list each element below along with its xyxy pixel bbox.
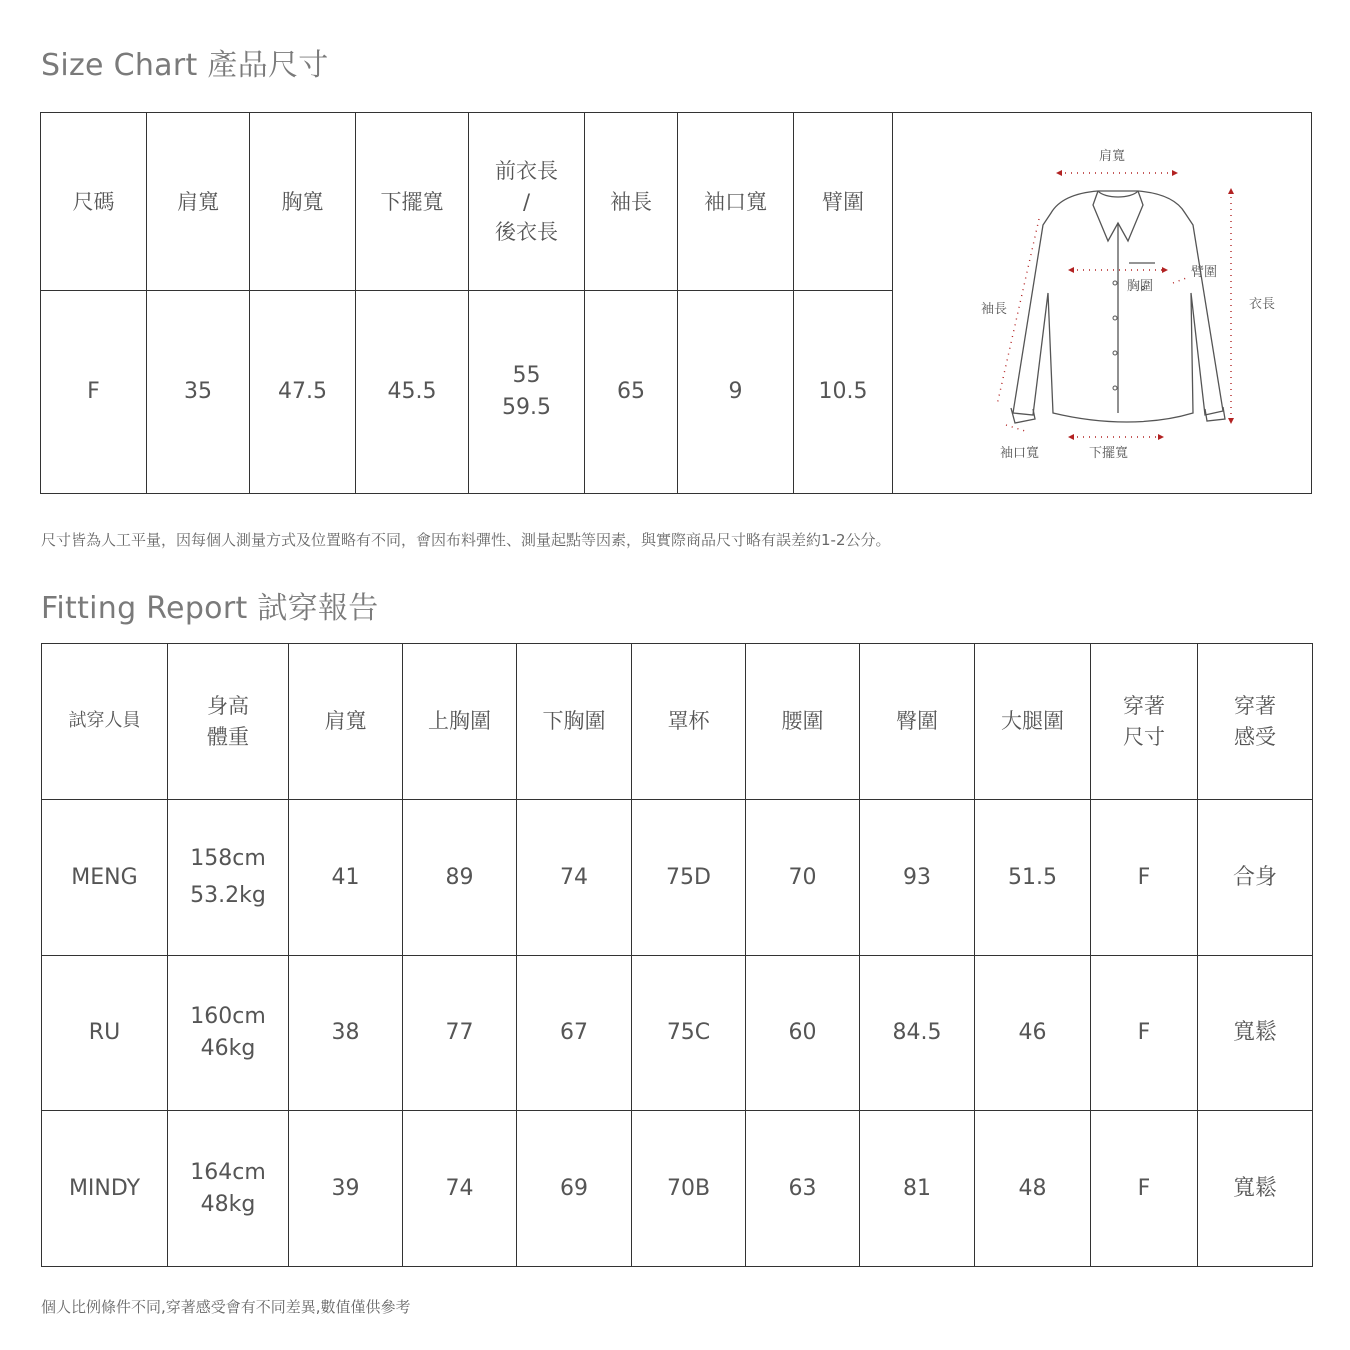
cell-hip: 81	[860, 1111, 975, 1267]
header-arm: 臂圍	[794, 113, 893, 291]
cell-tester: RU	[42, 956, 168, 1111]
cell-height-weight: 160cm 46kg	[168, 956, 289, 1111]
cell-under-bust: 74	[517, 800, 632, 956]
header-size: 尺碼	[41, 113, 147, 291]
header-feeling: 穿著 感受	[1198, 644, 1313, 800]
cell-feeling: 寬鬆	[1198, 956, 1313, 1111]
cell-height-weight: 158cm 53.2kg	[168, 800, 289, 956]
measure-arrows	[1056, 170, 1234, 440]
cell-upper-bust: 77	[403, 956, 517, 1111]
cell-cup: 75C	[632, 956, 746, 1111]
header-sleeve: 袖長	[585, 113, 678, 291]
fitting-report-table	[41, 643, 1313, 1267]
header-hip: 臀圍	[860, 644, 975, 800]
cell-under-bust: 67	[517, 956, 632, 1111]
size-chart-table	[40, 112, 1312, 494]
cell-height-weight: 164cm 48kg	[168, 1111, 289, 1267]
cell-shoulder: 35	[147, 291, 250, 494]
cell-shoulder: 38	[289, 956, 403, 1111]
cell-chest: 47.5	[250, 291, 356, 494]
cell-cup: 75D	[632, 800, 746, 956]
cell-thigh: 48	[975, 1111, 1091, 1267]
header-cup: 罩杯	[632, 644, 746, 800]
cell-shoulder: 39	[289, 1111, 403, 1267]
cell-worn-size: F	[1091, 956, 1198, 1111]
label-arm: 臂圍	[1191, 265, 1218, 280]
size-note: 尺寸皆為人工平量，因每個人測量方式及位置略有不同，會因布料彈性、測量起點等因素，與實際商品尺寸略有誤差約1-2公分。	[41, 531, 891, 549]
fitting-note: 個人比例條件不同,穿著感受會有不同差異,數值僅供參考	[41, 1298, 411, 1316]
shirt-outline-icon	[1011, 191, 1225, 423]
cell-hip: 93	[860, 800, 975, 956]
label-length: 衣長	[1249, 297, 1276, 312]
header-upper-bust: 上胸圍	[403, 644, 517, 800]
cell-hem: 45.5	[356, 291, 469, 494]
cell-under-bust: 69	[517, 1111, 632, 1267]
header-cuff: 袖口寬	[678, 113, 794, 291]
cell-worn-size: F	[1091, 1111, 1198, 1267]
fit-header-row	[42, 644, 1313, 800]
label-chest: 胸圍	[1127, 279, 1154, 294]
cell-waist: 63	[746, 1111, 860, 1267]
label-sleeve: 袖長	[981, 302, 1008, 317]
cell-tester: MINDY	[42, 1111, 168, 1267]
header-length: 前衣長 / 後衣長	[469, 113, 585, 291]
cell-feeling: 合身	[1198, 800, 1313, 956]
size-chart-title: Size Chart 產品尺寸	[41, 48, 329, 83]
header-chest: 胸寬	[250, 113, 356, 291]
cell-thigh: 46	[975, 956, 1091, 1111]
header-under-bust: 下胸圍	[517, 644, 632, 800]
cell-waist: 70	[746, 800, 860, 956]
cell-size: F	[41, 291, 147, 494]
table-row	[42, 1111, 1313, 1267]
cell-shoulder: 41	[289, 800, 403, 956]
size-header-row	[41, 113, 1312, 291]
cell-upper-bust: 89	[403, 800, 517, 956]
table-row	[42, 800, 1313, 956]
header-shoulder: 肩寬	[147, 113, 250, 291]
cell-waist: 60	[746, 956, 860, 1111]
shirt-diagram	[893, 113, 1311, 493]
cell-length: 55 59.5	[469, 291, 585, 494]
cell-hip: 84.5	[860, 956, 975, 1111]
cell-cup: 70B	[632, 1111, 746, 1267]
label-cuff: 袖口寬	[1000, 446, 1040, 461]
cell-arm: 10.5	[794, 291, 893, 494]
cell-sleeve: 65	[585, 291, 678, 494]
cell-tester: MENG	[42, 800, 168, 956]
table-row	[42, 956, 1313, 1111]
label-shoulder: 肩寬	[1099, 149, 1126, 164]
cell-upper-bust: 74	[403, 1111, 517, 1267]
shirt-diagram-cell	[893, 113, 1312, 494]
label-hem: 下擺寬	[1089, 446, 1129, 461]
cell-cuff: 9	[678, 291, 794, 494]
cell-feeling: 寬鬆	[1198, 1111, 1313, 1267]
measure-lines	[997, 173, 1231, 437]
cell-worn-size: F	[1091, 800, 1198, 956]
fitting-report-title: Fitting Report 試穿報告	[41, 591, 379, 626]
header-hem: 下擺寬	[356, 113, 469, 291]
header-tester: 試穿人員	[42, 644, 168, 800]
header-height-weight: 身高 體重	[168, 644, 289, 800]
cell-thigh: 51.5	[975, 800, 1091, 956]
header-thigh: 大腿圍	[975, 644, 1091, 800]
header-worn-size: 穿著 尺寸	[1091, 644, 1198, 800]
header-waist: 腰圍	[746, 644, 860, 800]
header-shoulder: 肩寬	[289, 644, 403, 800]
